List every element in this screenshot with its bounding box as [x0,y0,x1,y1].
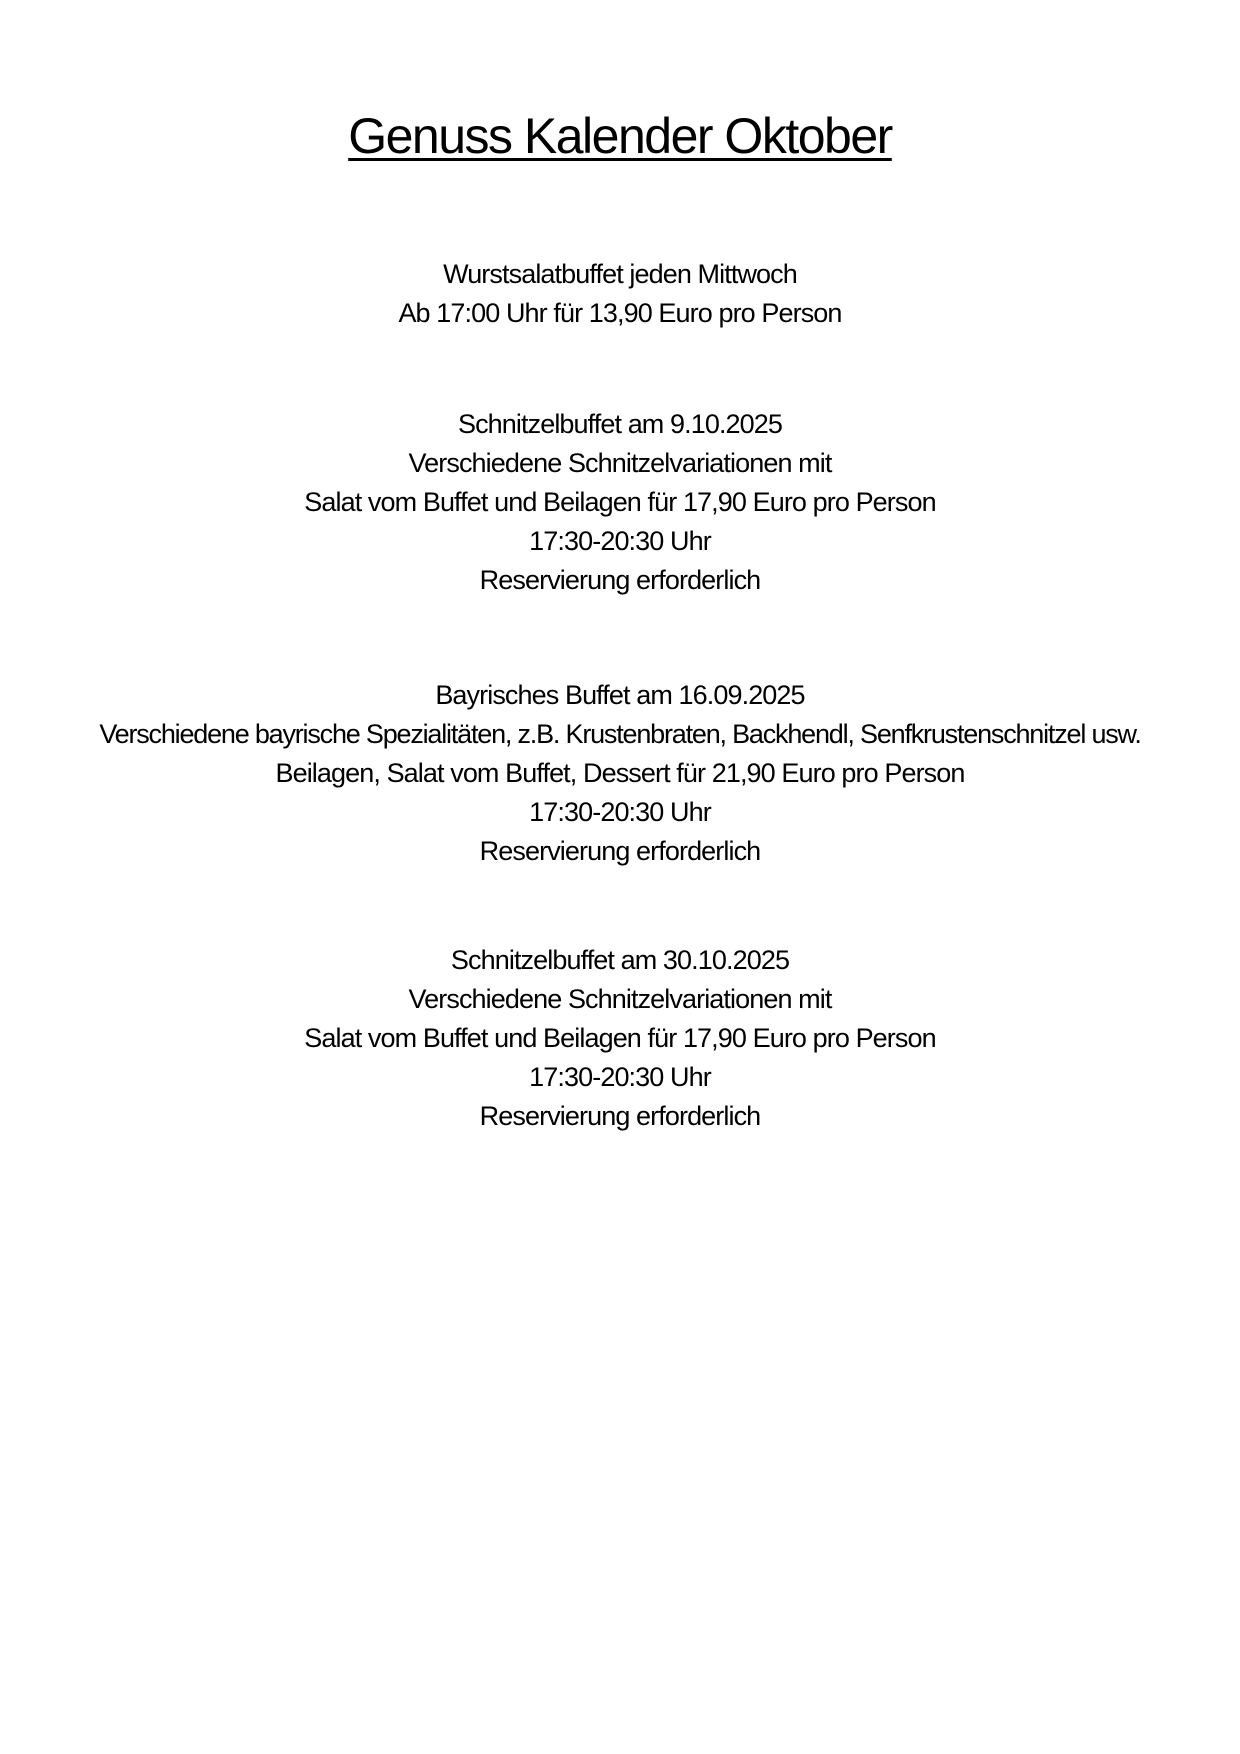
event-time: 17:30-20:30 Uhr [529,1062,711,1092]
event-heading: Schnitzelbuffet am 30.10.2025 [450,945,790,975]
event-schnitzelbuffet-30-10 [0,941,1240,1136]
event-description: Verschiedene Schnitzelvariationen mit [408,984,832,1014]
event-price: Salat vom Buffet und Beilagen für 17,90 Euro pro Person [304,487,936,517]
event-reservation-note: Reservierung erforderlich [479,565,761,595]
event-heading: Wurstsalatbuffet jeden Mittwoch [443,259,797,289]
page-title: Genuss Kalender Oktober [348,108,892,164]
event-time-price: Ab 17:00 Uhr für 13,90 Euro pro Person [398,298,842,328]
event-reservation-note: Reservierung erforderlich [479,836,761,866]
event-time: 17:30-20:30 Uhr [529,797,711,827]
event-heading: Bayrisches Buffet am 16.09.2025 [435,680,805,710]
event-price: Beilagen, Salat vom Buffet, Dessert für 21,90 Euro pro Person [275,758,965,788]
event-bayrisches-buffet [0,676,1240,871]
event-description: Verschiedene bayrische Spezialitäten, z.B. Krustenbraten, Backhendl, Senfkrustenschnitzel usw. [99,719,1141,749]
event-schnitzelbuffet-9-10 [0,405,1240,600]
event-reservation-note: Reservierung erforderlich [479,1101,761,1131]
event-heading: Schnitzelbuffet am 9.10.2025 [457,409,783,439]
event-time: 17:30-20:30 Uhr [529,526,711,556]
event-description: Verschiedene Schnitzelvariationen mit [408,448,832,478]
event-wurstsalatbuffet [0,255,1240,333]
event-price: Salat vom Buffet und Beilagen für 17,90 Euro pro Person [304,1023,936,1053]
